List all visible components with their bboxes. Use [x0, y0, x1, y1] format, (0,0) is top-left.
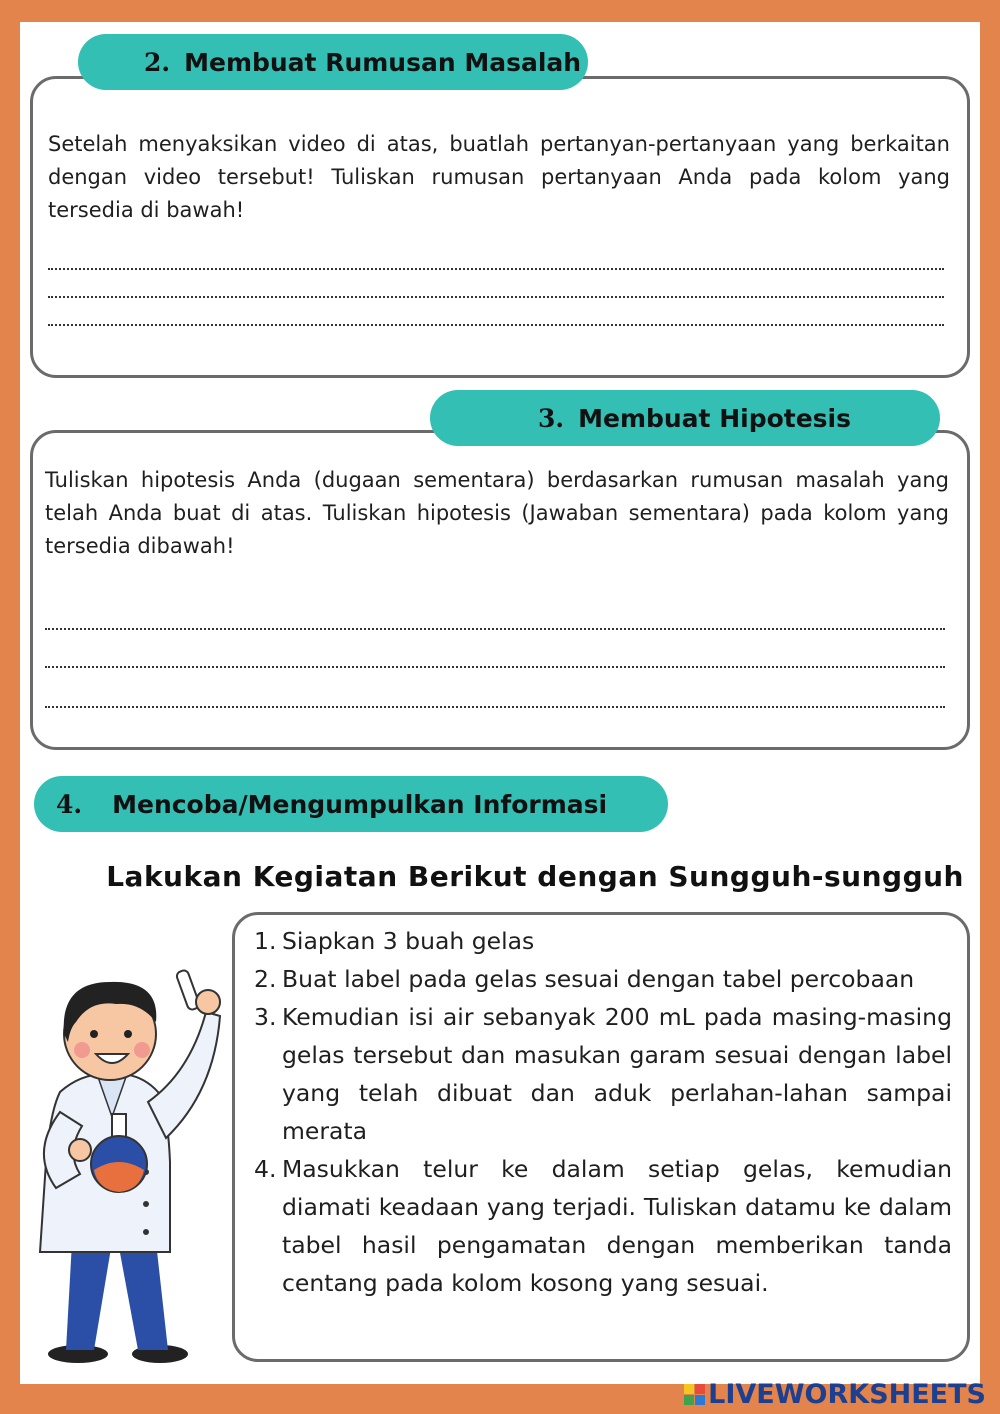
section-3-number: 3. — [538, 403, 565, 433]
activity-subtitle: Lakukan Kegiatan Berikut dengan Sungguh-sungguh — [106, 860, 964, 893]
step-number: 1. — [254, 927, 277, 955]
scientist-illustration — [20, 942, 232, 1372]
section-3-header — [430, 390, 940, 446]
worksheet-page — [20, 22, 980, 1384]
step-text: Buat label pada gelas sesuai dengan tabel percobaan — [282, 965, 915, 993]
section-3-instruction: Tuliskan hipotesis Anda (dugaan sementara) berdasarkan rumusan masalah yang telah Anda buat di atas. Tuliskan hipotesis (Jawaban sementara) pada kolom yang tersedia dibawah! — [45, 468, 949, 558]
answer-line-3a[interactable] — [45, 628, 945, 630]
liveworksheets-brand[interactable] — [684, 1379, 986, 1410]
section-2-title: Membuat Rumusan Masalah — [184, 47, 582, 77]
answer-line-2b[interactable] — [48, 296, 944, 298]
step-item — [254, 998, 952, 1150]
liveworksheets-logo-icon — [684, 1384, 706, 1406]
section-4-number: 4. — [56, 789, 83, 819]
section-4-header — [34, 776, 668, 832]
answer-line-2a[interactable] — [48, 268, 944, 270]
step-item — [254, 922, 952, 960]
problem-formulation-box — [30, 76, 970, 378]
answer-line-3b[interactable] — [45, 666, 945, 668]
section-2-header — [78, 34, 588, 90]
brand-name: LIVEWORKSHEETS — [708, 1379, 986, 1410]
step-item — [254, 1150, 952, 1302]
section-2-number: 2. — [144, 47, 171, 77]
step-number: 3. — [254, 1003, 277, 1031]
step-text: Siapkan 3 buah gelas — [282, 927, 535, 955]
answer-line-3c[interactable] — [45, 706, 945, 708]
step-text: Masukkan telur ke dalam setiap gelas, kemudian diamati keadaan yang terjadi. Tuliskan datamu ke dalam tabel hasil pengamatan dengan memberikan tanda centang pada kolom kosong yang sesuai. — [282, 1155, 952, 1297]
step-item — [254, 960, 952, 998]
step-number: 2. — [254, 965, 277, 993]
step-text: Kemudian isi air sebanyak 200 mL pada masing-masing gelas tersebut dan masukan garam sesuai dengan label yang telah dibuat dan aduk perlahan-lahan sampai merata — [282, 1003, 952, 1145]
step-number: 4. — [254, 1155, 277, 1183]
section-2-instruction: Setelah menyaksikan video di atas, buatlah pertanyan-pertanyaan yang berkaitan dengan video tersebut! Tuliskan rumusan pertanyaan Anda pada kolom yang tersedia di bawah! — [48, 132, 950, 222]
answer-line-2c[interactable] — [48, 324, 944, 326]
activity-steps-list — [254, 922, 952, 1302]
section-4-title: Mencoba/Mengumpulkan Informasi — [112, 789, 608, 819]
section-3-title: Membuat Hipotesis — [578, 403, 852, 433]
